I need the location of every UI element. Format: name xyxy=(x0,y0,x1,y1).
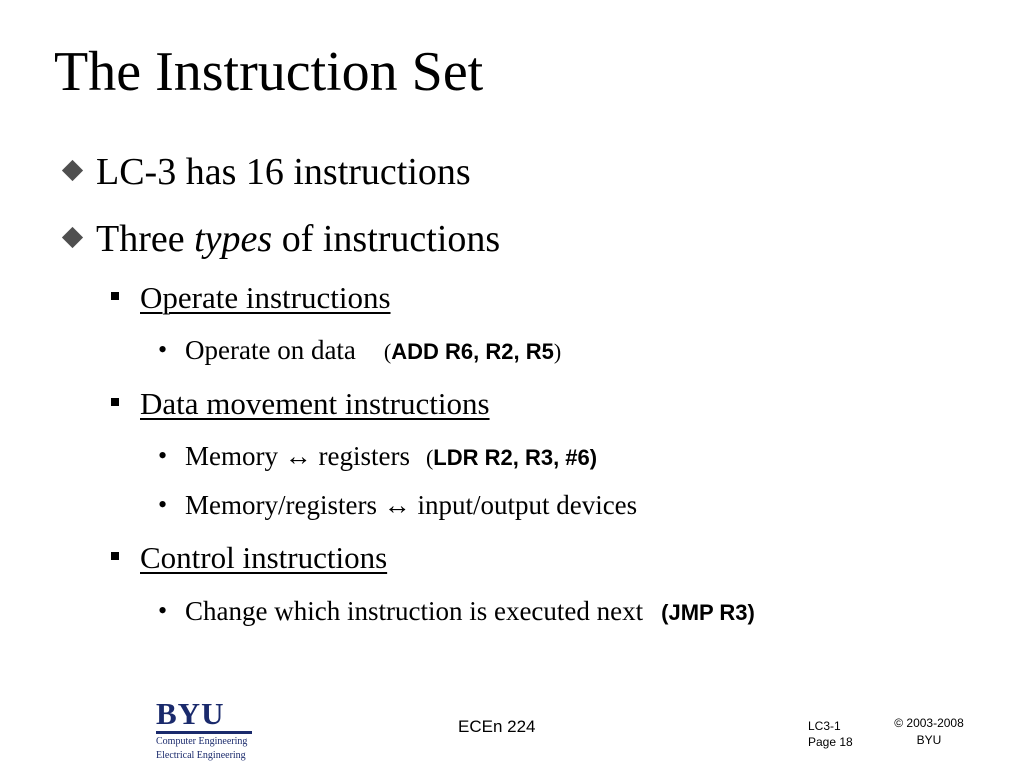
dot-bullet-icon: • xyxy=(158,441,168,470)
square-bullet-icon xyxy=(111,398,119,406)
operate-heading-text: Operate instructions xyxy=(140,280,391,315)
data-movement-heading-text: Data movement instructions xyxy=(140,386,490,421)
logo-wordmark: BYU xyxy=(156,696,225,731)
page-info xyxy=(808,718,853,750)
data-movement-heading xyxy=(140,388,490,419)
slide-title: The Instruction Set xyxy=(54,41,484,103)
diamond-bullet-icon xyxy=(62,160,83,181)
control-heading xyxy=(140,542,387,573)
operate-item-open-paren: ( xyxy=(383,339,392,364)
logo-department-line-2: Electrical Engineering xyxy=(156,750,246,761)
operate-heading xyxy=(140,282,391,313)
bullet-text-pre: Three xyxy=(96,218,195,260)
dot-bullet-icon: • xyxy=(158,335,168,364)
control-heading-text: Control instructions xyxy=(140,540,388,575)
operate-item-close-paren: ) xyxy=(553,339,562,364)
dot-bullet-icon: • xyxy=(158,490,168,519)
logo-department-line-1: Computer Engineering xyxy=(156,736,248,747)
data-movement-item-1 xyxy=(185,443,597,470)
page-number: Page 18 xyxy=(808,735,853,749)
diamond-bullet-icon xyxy=(62,227,83,248)
byu-logo xyxy=(156,696,256,762)
course-name: ECEn 224 xyxy=(458,717,536,736)
operate-item-text: Operate on data xyxy=(185,335,356,365)
control-item-text: Change which instruction is executed next xyxy=(185,596,644,626)
bullet-instruction-types xyxy=(96,220,500,258)
copyright-years: © 2003-2008 xyxy=(894,716,964,730)
data-movement-item-2: Memory/registers ↔ input/output devices xyxy=(185,490,638,520)
dot-bullet-icon: • xyxy=(158,596,168,625)
lecture-id: LC3-1 xyxy=(808,719,841,733)
copyright-holder: BYU xyxy=(916,733,942,747)
control-item xyxy=(185,598,755,625)
data-movement-item-1-code: LDR R2, R3, #6) xyxy=(433,445,598,470)
copyright xyxy=(887,715,971,749)
bullet-text-post: of instructions xyxy=(272,218,501,260)
data-movement-item-1-open-paren: ( xyxy=(425,445,434,470)
logo-divider xyxy=(156,731,252,734)
square-bullet-icon xyxy=(111,292,119,300)
data-movement-item-1-text: Memory ↔ registers xyxy=(185,441,410,471)
bullet-text-emphasis: types xyxy=(194,218,273,260)
operate-item-code: ADD R6, R2, R5 xyxy=(391,339,554,364)
square-bullet-icon xyxy=(111,552,119,560)
bullet-instruction-count: LC-3 has 16 instructions xyxy=(96,151,471,193)
control-item-code: (JMP R3) xyxy=(661,600,755,625)
operate-item xyxy=(185,337,561,364)
